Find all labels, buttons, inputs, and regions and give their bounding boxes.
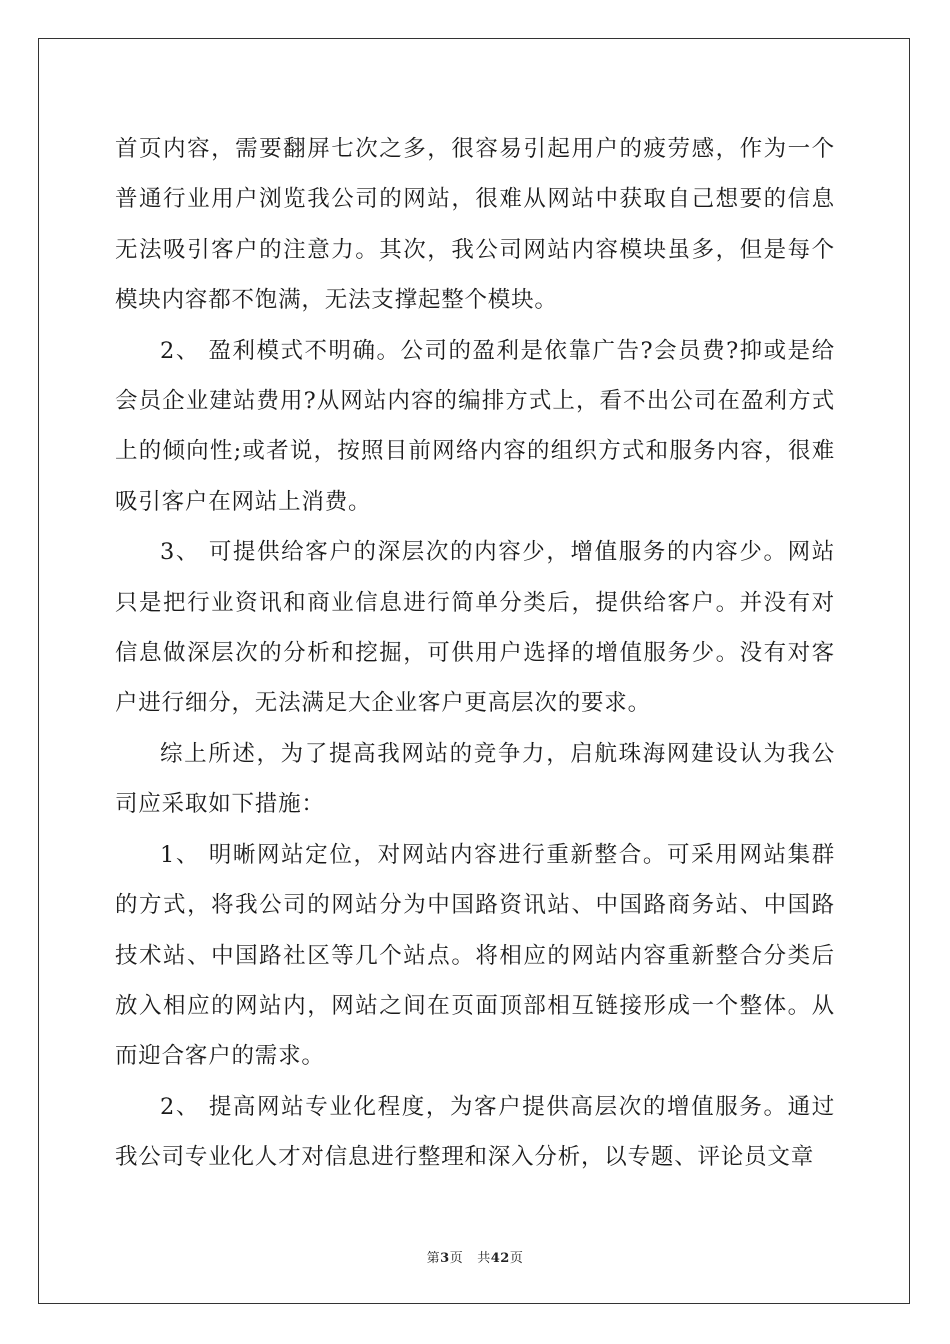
paragraph-measure-1: 1、 明晰网站定位，对网站内容进行重新整合。可采用网站集群的方式，将我公司的网站分为中国路资讯站、中国路商务站、中国路技术站、中国路社区等几个站点。将相应的网站内容重新整合分类后放入相应的网站内，网站之间在页面顶部相互链接形成一个整体。从而迎合客户的需求。 xyxy=(115,841,835,1070)
paragraph-measure-2: 2、 提高网站专业化程度，为客户提供高层次的增值服务。通过我公司专业化人才对信息进行整理和深入分析，以专题、评论员文章 xyxy=(115,1093,835,1171)
total-suffix: 页 xyxy=(509,1251,524,1266)
page-prefix: 第 xyxy=(426,1251,441,1266)
paragraph-item-2-profit-model: 2、 盈利模式不明确。公司的盈利是依靠广告?会员费?抑或是给会员企业建站费用?从网站内容的编排方式上，看不出公司在盈利方式上的倾向性;或者说，按照目前网络内容的组织方式和服务内容，很难吸引客户在网站上消费。 xyxy=(115,337,835,515)
paragraph-item-3-content-depth: 3、 可提供给客户的深层次的内容少，增值服务的内容少。网站只是把行业资讯和商业信息进行简单分类后，提供给客户。并没有对信息做深层次的分析和挖掘，可供用户选择的增值服务少。没有对客户进行细分，无法满足大企业客户更高层次的要求。 xyxy=(115,539,835,717)
paragraph-continued: 首页内容，需要翻屏七次之多，很容易引起用户的疲劳感，作为一个普通行业用户浏览我公司的网站，很难从网站中获取自己想要的信息无法吸引客户的注意力。其次，我公司网站内容模块虽多，但是每个模块内容都不饱满，无法支撑起整个模块。 xyxy=(115,136,835,314)
total-prefix: 共 xyxy=(477,1251,491,1266)
page-footer xyxy=(0,1247,950,1266)
page-suffix: 页 xyxy=(449,1251,464,1266)
page-number: 3 xyxy=(440,1251,450,1266)
total-pages: 42 xyxy=(490,1251,510,1266)
paragraph-summary: 综上所述，为了提高我网站的竞争力，启航珠海网建设认为我公司应采取如下措施： xyxy=(115,740,835,818)
document-body xyxy=(115,124,835,1183)
